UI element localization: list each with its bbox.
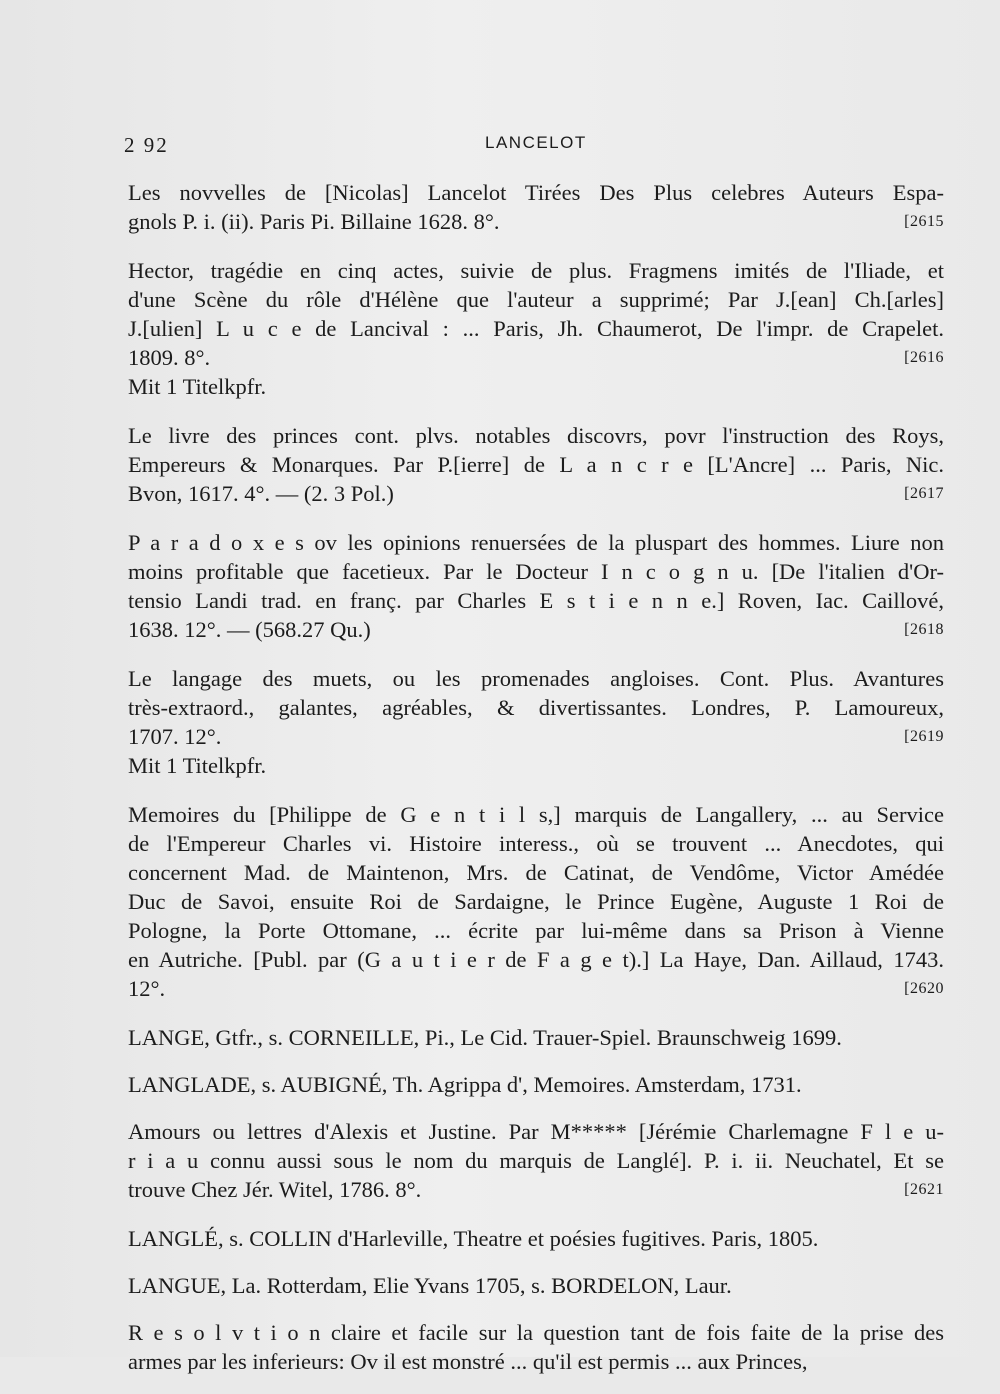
catalog-number: [2617 xyxy=(904,485,944,502)
entry-line: LANGE, Gtfr., s. CORNEILLE, Pi., Le Cid. Trauer-Spiel. Braunschweig 1699. xyxy=(128,1025,842,1050)
catalog-number: [2619 xyxy=(904,728,944,745)
entry-line: Duc de Savoi, ensuite Roi de Sardaigne, le Prince Eugène, Auguste 1 Roi de xyxy=(128,889,944,914)
catalog-number: [2618 xyxy=(904,621,944,638)
entry-line: Amours ou lettres d'Alexis et Justine. Par M***** [Jérémie Charlemagne F l e u- xyxy=(128,1119,944,1144)
entry-line: armes par les inferieurs: Ov il est monstré ... qu'il est permis ... aux Princes, xyxy=(128,1349,808,1374)
catalog-number: [2616 xyxy=(904,349,944,366)
entry-line: Memoires du [Philippe de G e n t i l s,] marquis de Langallery, ... au Service xyxy=(128,802,944,827)
entry-line: en Autriche. [Publ. par (G a u t i e r de F a g e t).] La Haye, Dan. Aillaud, 1743. xyxy=(128,947,944,972)
bibliography-entry xyxy=(128,1271,944,1300)
entry-line: r i a u connu aussi sous le nom du marquis de Langlé]. P. i. ii. Neuchatel, Et se xyxy=(128,1148,944,1173)
entry-line: 1809. 8°. [2616 xyxy=(128,345,944,370)
entry-note: Mit 1 Titelkpfr. xyxy=(128,374,267,399)
bibliography-entry xyxy=(128,664,944,780)
entry-line: gnols P. i. (ii). Paris Pi. Billaine 1628. 8°. [2615 xyxy=(128,209,944,234)
catalog-number: [2615 xyxy=(904,213,944,230)
entry-line: Hector, tragédie en cinq actes, suivie de plus. Fragmens imités de l'Iliade, et xyxy=(128,258,944,283)
bibliography-entry xyxy=(128,421,944,508)
running-title: LANCELOT xyxy=(485,133,587,152)
bibliography-entry xyxy=(128,1023,944,1052)
entry-line: Empereurs & Monarques. Par P.[ierre] de L a n c r e [L'Ancre] ... Paris, Nic. xyxy=(128,452,944,477)
entry-line: d'une Scène du rôle d'Hélène que l'auteur a supprimé; Par J.[ean] Ch.[arles] xyxy=(128,287,944,312)
entry-line: R e s o l v t i o n claire et facile sur la question tant de fois faite de la prise des xyxy=(128,1320,944,1345)
entry-line: tensio Landi trad. en franç. par Charles E s t i e n n e.] Roven, Iac. Caillové, xyxy=(128,588,944,613)
entry-line: J.[ulien] L u c e de Lancival : ... Paris, Jh. Chaumerot, De l'impr. de Crapelet. xyxy=(128,316,944,341)
entry-line: 12°. [2620 xyxy=(128,976,944,1001)
entry-line: Le langage des muets, ou les promenades angloises. Cont. Plus. Avantures xyxy=(128,666,944,691)
entry-line: Bvon, 1617. 4°. — (2. 3 Pol.) [2617 xyxy=(128,481,944,506)
bibliography-entry xyxy=(128,1070,944,1099)
entry-line: LANGLÉ, s. COLLIN d'Harleville, Theatre et poésies fugitives. Paris, 1805. xyxy=(128,1226,819,1251)
entry-line: moins profitable que facetieux. Par le Docteur I n c o g n u. [De l'italien d'Or- xyxy=(128,559,944,584)
entry-line: 1707. 12°. [2619 xyxy=(128,724,944,749)
bibliography-entry xyxy=(128,1318,944,1376)
entry-line: de l'Empereur Charles vi. Histoire interess., où se trouvent ... Anecdotes, qui xyxy=(128,831,944,856)
catalog-number: [2621 xyxy=(904,1181,944,1198)
bibliography-entry xyxy=(128,528,944,644)
page-header xyxy=(124,133,946,161)
bibliography-entry xyxy=(128,178,944,236)
bibliography-entry xyxy=(128,1224,944,1253)
bibliography-entries xyxy=(128,178,944,1394)
entry-line: Le livre des princes cont. plvs. notables discovrs, povr l'instruction des Roys, xyxy=(128,423,944,448)
bibliography-entry xyxy=(128,1117,944,1204)
entry-line: 1638. 12°. — (568.27 Qu.) [2618 xyxy=(128,617,944,642)
catalog-number: [2620 xyxy=(904,980,944,997)
entry-line: trouve Chez Jér. Witel, 1786. 8°. [2621 xyxy=(128,1177,944,1202)
bibliography-entry xyxy=(128,800,944,1003)
bibliography-entry xyxy=(128,256,944,401)
entry-note: Mit 1 Titelkpfr. xyxy=(128,753,267,778)
entry-line: LANGLADE, s. AUBIGNÉ, Th. Agrippa d', Memoires. Amsterdam, 1731. xyxy=(128,1072,802,1097)
entry-line: P a r a d o x e s ov les opinions renuersées de la pluspart des hommes. Liure non xyxy=(128,530,944,555)
page-number: 2 92 xyxy=(124,133,169,157)
entry-line: Pologne, la Porte Ottomane, ... écrite par lui-même dans sa Prison à Vienne xyxy=(128,918,944,943)
entry-line: Les novvelles de [Nicolas] Lancelot Tirées Des Plus celebres Auteurs Espa- xyxy=(128,180,944,205)
entry-line: très-extraord., galantes, agréables, & divertissantes. Londres, P. Lamoureux, xyxy=(128,695,944,720)
entry-line: concernent Mad. de Maintenon, Mrs. de Catinat, de Vendôme, Victor Amédée xyxy=(128,860,944,885)
entry-line: LANGUE, La. Rotterdam, Elie Yvans 1705, s. BORDELON, Laur. xyxy=(128,1273,732,1298)
